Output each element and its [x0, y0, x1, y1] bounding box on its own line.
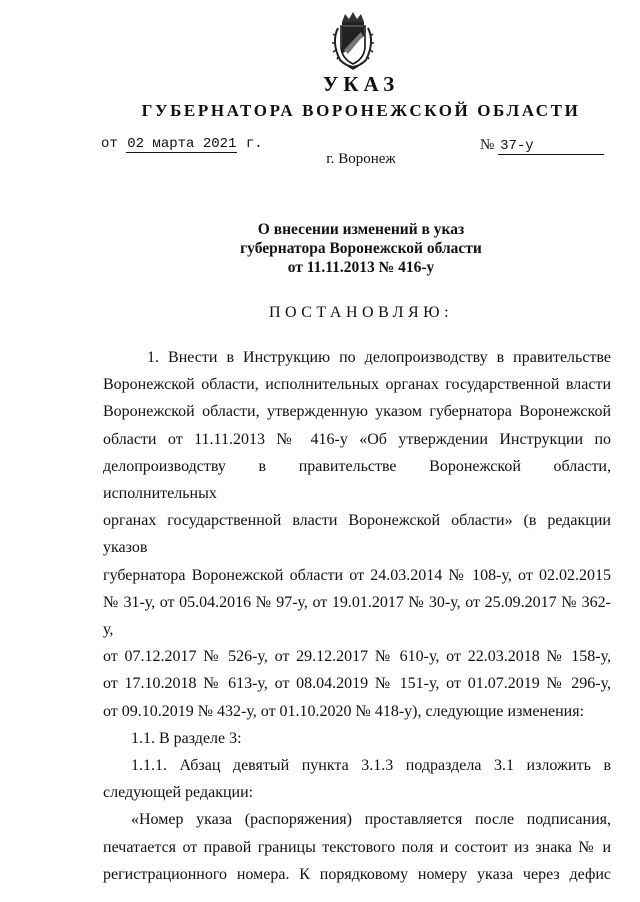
decree-word: ПОСТАНОВЛЯЮ: [268, 304, 454, 321]
heading-line: от 11.11.2013 № 416-у [287, 259, 435, 276]
body-line: Воронежской области, утвержденную указом губернатора Воронежской [103, 403, 611, 421]
body-line: губернатора Воронежской области от 24.03.2014 № 108-у, от 02.02.2015 [103, 566, 611, 584]
body-line: «Номер указа (распоряжения) проставляется после подписания, [131, 811, 611, 829]
voronezh-coat-of-arms-icon [328, 10, 378, 70]
body-line: от 17.10.2018 № 613-у, от 08.04.2019 № 151-у, от 01.07.2019 № 296-у, [103, 675, 611, 693]
body-line: Воронежской области, исполнительных органах государственной власти [103, 376, 611, 394]
document-subtitle: ГУБЕРНАТОРА ВОРОНЕЖСКОЙ ОБЛАСТИ [141, 101, 581, 120]
body-line: органах государственной власти Воронежской области» (в редакции указов [103, 512, 611, 557]
document-title: УКАЗ [322, 72, 400, 96]
number-sign: № [480, 137, 495, 153]
body-line: 1.1.1. Абзац девятый пункта 3.1.3 подраздела 3.1 изложить в [131, 757, 611, 775]
heading-line: О внесении изменений в указ [257, 221, 465, 238]
date-suffix: г. [245, 136, 263, 152]
body-line: от 07.12.2017 № 526-у, от 29.12.2017 № 610-у, от 22.03.2018 № 158-у, [103, 648, 611, 666]
body-line: 1. Внести в Инструкцию по делопроизводству в правительстве [147, 349, 611, 366]
city-name: г. Воронеж [326, 151, 396, 167]
decree-date: 02 марта 2021 [127, 136, 237, 152]
date-prefix: от [101, 136, 118, 152]
body-line: от 09.10.2019 № 432-у, от 01.10.2020 № 418-у), следующие изменения: [103, 702, 585, 720]
body-line: области от 11.11.2013 № 416-у «Об утверждении Инструкции по [103, 430, 611, 448]
body-line: делопроизводству в правительстве Воронежской области, исполнительных [103, 457, 611, 503]
body-line: 1.1. В разделе 3: [131, 729, 242, 747]
body-line: № 31-у, от 05.04.2016 № 97-у, от 19.01.2017 № 30-у, от 25.09.2017 № 362-у, [103, 593, 611, 639]
decree-body [103, 344, 611, 888]
heading-line: губернатора Воронежской области [240, 240, 482, 257]
body-line: следующей редакции: [103, 784, 254, 802]
body-line: регистрационного номера. К порядковому номеру указа через дефис [103, 865, 611, 883]
decree-heading [0, 220, 640, 277]
decree-number: 37-у [498, 138, 604, 155]
body-line: печатается от правой границы текстового поля и состоит из знака № и [103, 838, 611, 856]
